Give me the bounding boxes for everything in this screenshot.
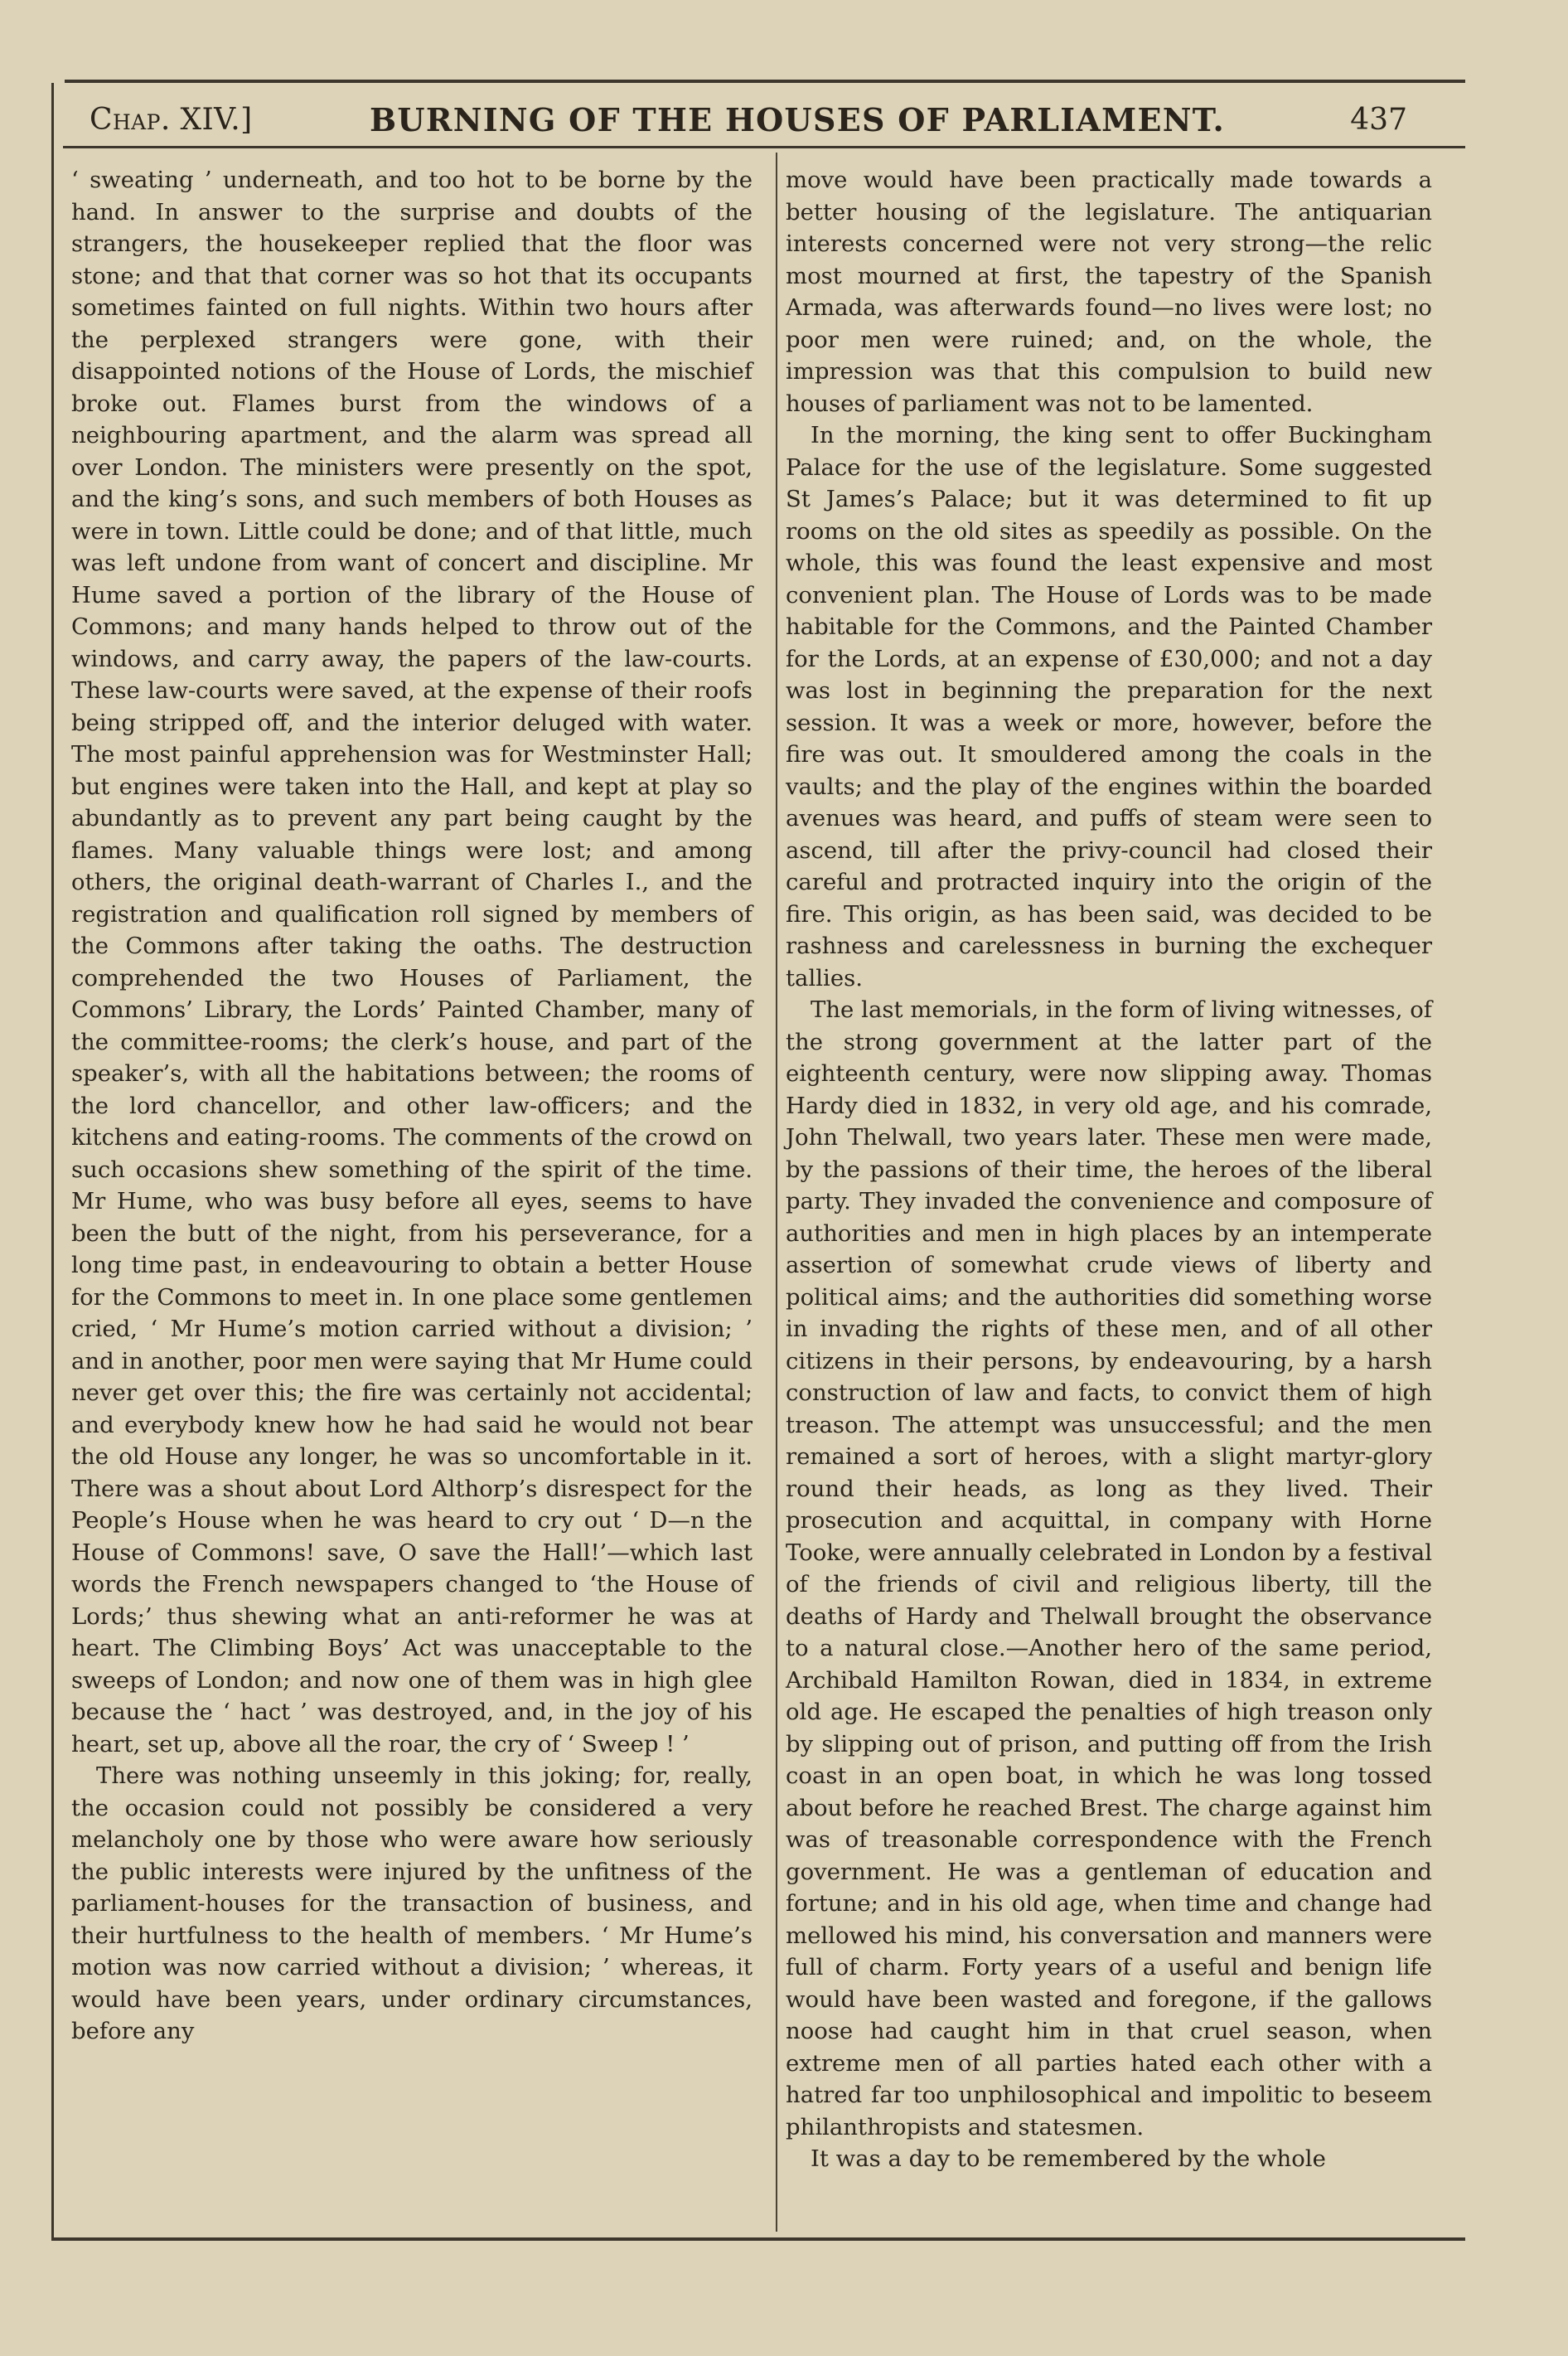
page-frame-top-rule [65,80,1465,83]
chapter-label: Chap. XIV.] [90,103,253,137]
left-paragraph-1: ‘ sweating ’ underneath, and too hot to be borne by the hand. In answer to the surprise and doubts of the strangers, the housekeeper replied that the floor was stone; and that that corner was so hot that its occupants sometimes fainted on full nights. Within two hours after the perplexed strangers were gone, with their disappointed notions of the House of Lords, the mischief broke out. Flames burst from the windows of a neighbouring apartment, and the alarm was spread all over London. The ministers were presently on the spot, and the king’s sons, and such members of both Houses as were in town. Little could be done; and of that little, much was left undone from want of concert and discipline. Mr Hume saved a portion of the library of the House of Commons; and many hands helped to throw out of the windows, and carry away, the papers of the law-courts. These law-courts were saved, at the expense of their roofs being stripped off, and the interior deluged with water. The most painful apprehension was for Westminster Hall; but engines were taken into the Hall, and kept at play so abundantly as to prevent any part being caught by the flames. Many valuable things were lost; and among others, the original death-warrant of Charles I., and the registration and qualification roll signed by members of the Commons after taking the oaths. The destruction comprehended the two Houses of Parliament, the Commons’ Library, the Lords’ Painted Chamber, many of the committee-rooms; the clerk’s house, and part of the speaker’s, with all the habitations between; the rooms of the lord chancellor, and other law-officers; and the kitchens and eating-rooms. The comments of the crowd on such occasions shew something of the spirit of the time. Mr Hume, who was busy before all eyes, seems to have been the butt of the night, from his perseverance, for a long time past, in endeavouring to obtain a better House for the Commons to meet in. In one place some gentlemen cried, ‘ Mr Hume’s motion carried without a division; ’ and in another, poor men were saying that Mr Hume could never get over this; the fire was certainly not accidental; and everybody knew how he had said he would not bear the old House any longer, he was so uncomfortable in it. There was a shout about Lord Althorp’s disrespect for the People’s House when he was heard to cry out ‘ D—n the House of Commons! save, O save the Hall!’—which last words the French newspapers changed to ‘the House of Lords;’ thus shewing what an anti-reformer he was at heart. The Climbing Boys’ Act was unacceptable to the sweeps of London; and now one of them was in high glee because the ‘ hact ’ was destroyed, and, in the joy of his heart, set up, above all the roar, the cry of ‘ Sweep ! ’ [71,167,753,1757]
page-frame-left-rule [51,83,54,2238]
right-paragraph-4: It was a day to be remembered by the whole [811,2145,1326,2172]
right-paragraph-1: move would have been practically made towards a better housing of the legislature. The antiquarian interests concerned were not very strong—the relic most mourned at first, the tapestry of the Spanish Armada, was afterwards found—no lives were lost; no poor men were ruined; and, on the whole, the impression was that this compulsion to build new houses of parliament was not to be lamented. [786,167,1432,417]
page-frame-bottom-rule [51,2237,1465,2241]
right-paragraph-2: In the morning, the king sent to offer Buckingham Palace for the use of the legislature. Some suggested St James’s Palace; but it was determined to fit up rooms on the old sites as speedily as possible. On the whole, this was found the least expensive and most convenient plan. The House of Lords was to be made habitable for the Commons, and the Painted Chamber for the Lords, at an expense of £30,000; and not a day was lost in beginning the preparation for the next session. It was a week or more, however, before the fire was out. It smouldered among the coals in the vaults; and the play of the engines within the boarded avenues was heard, and puffs of steam were seen to ascend, till after the privy-council had closed their careful and protracted inquiry into the origin of the fire. This origin, as has been said, was decided to be rashness and carelessness in burning the exchequer tallies. [786,422,1432,991]
running-title: BURNING OF THE HOUSES OF PARLIAMENT. [370,101,1225,138]
page-number: 437 [1350,103,1407,137]
running-header [90,96,1407,143]
right-paragraph-3: The last memorials, in the form of living witnesses, of the strong government at the latter part of the eighteenth century, were now slipping away. Thomas Hardy died in 1832, in very old age, and his comrade, John Thelwall, two years later. These men were made, by the passions of their time, the heroes of the liberal party. They invaded the convenience and composure of authorities and men in high places by an intemperate assertion of somewhat crude views of liberty and political aims; and the authorities did something worse in invading the rights of these men, and of all other citizens in their persons, by endeavouring, by a harsh construction of law and facts, to convict them of high treason. The attempt was unsuccessful; and the men remained a sort of heroes, with a slight martyr-glory round their heads, as long as they lived. Their prosecution and acquittal, in company with Horne Tooke, were annually celebrated in London by a festival of the friends of civil and religious liberty, till the deaths of Hardy and Thelwall brought the observance to a natural close.—Another hero of the same period, Archibald Hamilton Rowan, died in 1834, in extreme old age. He escaped the penalties of high treason only by slipping out of prison, and putting off from the Irish coast in an open boat, in which he was long tossed about before he reached Brest. The charge against him was of treasonable correspondence with the French government. He was a gentleman of education and fortune; and in his old age, when time and change had mellowed his mind, his conversation and manners were full of charm. Forty years of a useful and benign life would have been wasted and foregone, if the gallows noose had caught him in that cruel season, when extreme men of all parties hated each other with a hatred far too unphilosophical and impolitic to beseem philanthropists and statesmen. [786,996,1432,2140]
right-column [786,164,1432,2175]
left-column [71,164,753,2048]
header-rule [63,146,1465,148]
column-divider [776,153,777,2232]
left-paragraph-2: There was nothing unseemly in this joking; for, really, the occasion could not possibly be considered a very melancholy one by those who were aware how seriously the public interests were injured by the unfitness of the parliament-houses for the transaction of business, and their hurtfulness to the health of members. ‘ Mr Hume’s motion was now carried without a division; ’ whereas, it would have been years, under ordinary circumstances, before any [71,1762,753,2044]
